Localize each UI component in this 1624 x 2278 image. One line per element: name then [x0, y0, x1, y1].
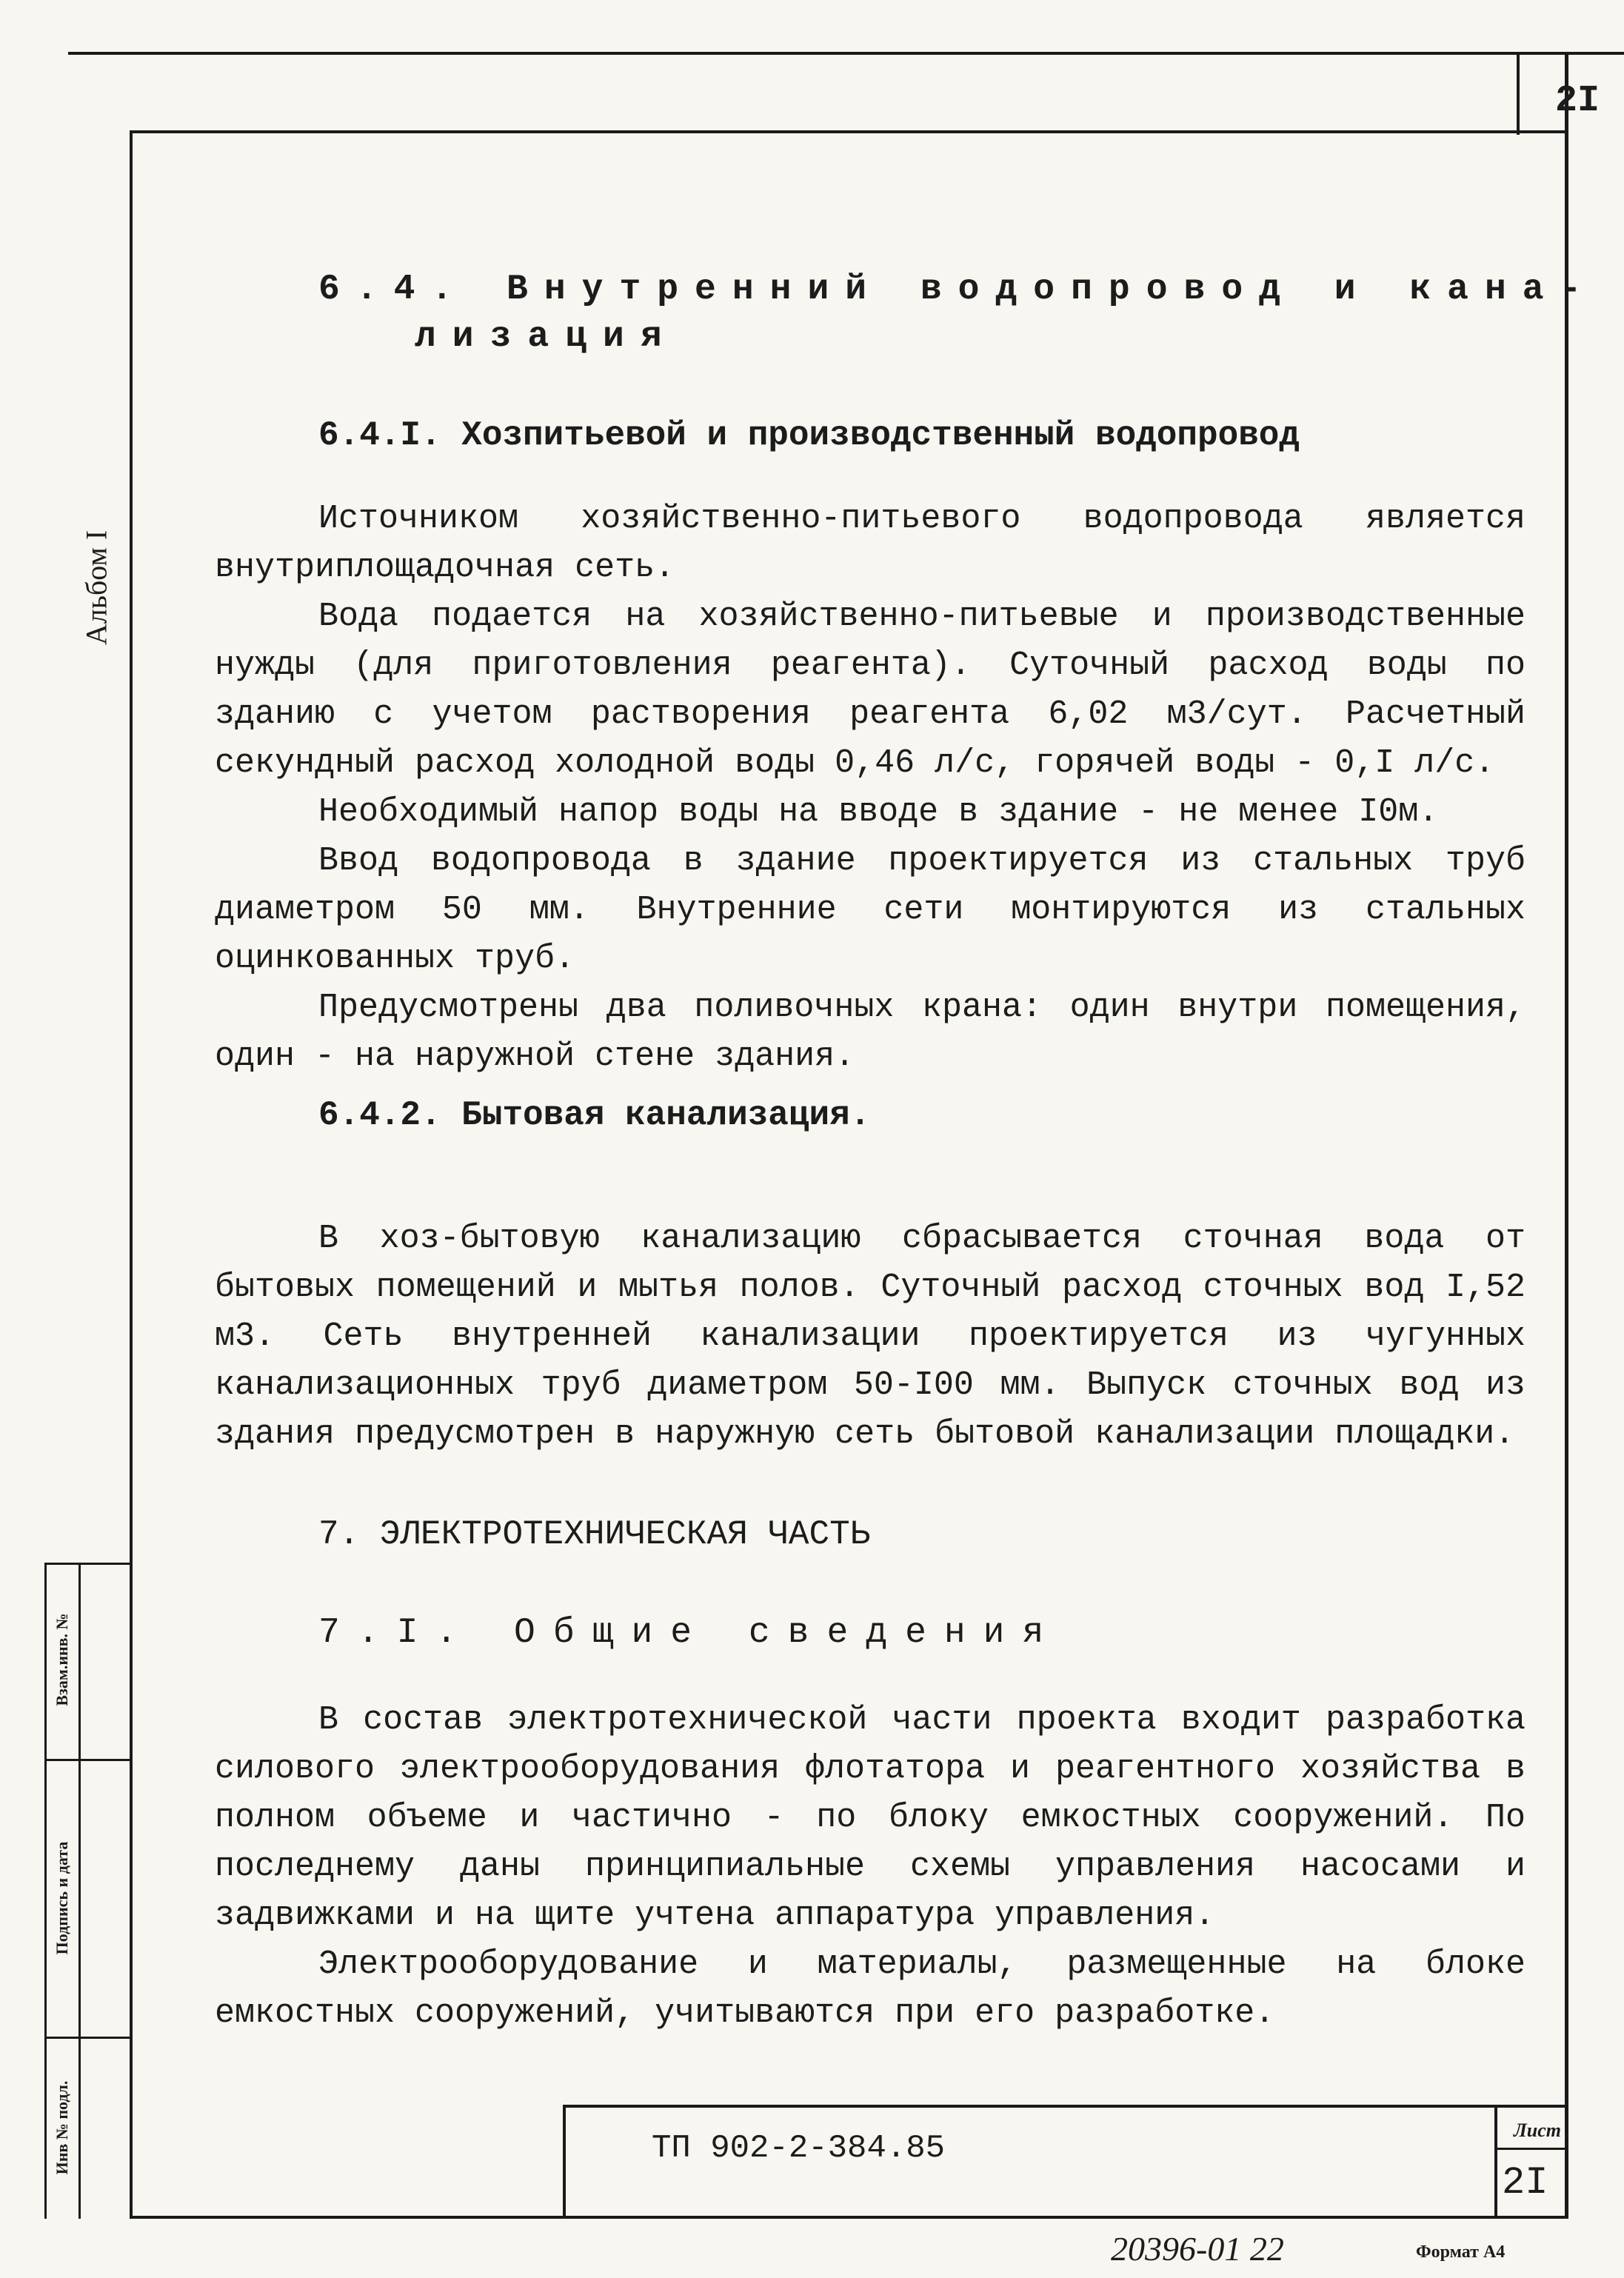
stamp-divider-2	[44, 2037, 132, 2039]
section-7-1-body	[215, 1696, 1526, 2038]
section-6-4-title-line1: 6.4. Внутренний водопровод и кана-	[318, 270, 1598, 310]
sheet-number: 2I	[1502, 2161, 1548, 2205]
section-7-1-title: 7.I. Общие сведения	[318, 1613, 1062, 1653]
section-6-4-2-title: 6.4.2. Бытовая канализация.	[318, 1096, 871, 1135]
section-6-4-1-body	[215, 495, 1526, 1081]
sheet-label: Лист	[1513, 2120, 1562, 2141]
top-rule	[68, 52, 1624, 55]
section-6-4-title-line2: лизация	[415, 317, 678, 357]
paragraph: В хоз-бытовую канализацию сбрасывается сточная вода от бытовых помещений и мытья полов. Суточный расход сточных вод I,52 м3. Сеть внутренней канализации проектируется из чугунных канализационных труб диаметром 50-I00 мм. Выпуск сточных вод из здания предусмотрен в наружную сеть бытовой канализации площадки.	[215, 1220, 1526, 1453]
stamp-replaced-inv: Взам.инв. №	[53, 1613, 71, 1706]
paragraph: Вода подается на хозяйственно-питьевые и производственные нужды (для приготовления реагента). Суточный расход воды по зданию с учетом растворения реагента 6,02 м3/сут. Расчетный секундный расход холодной воды 0,46 л/с, горячей воды - 0,I л/с.	[215, 598, 1526, 782]
stamp-divider-1	[44, 1759, 132, 1761]
stamp-inv-original: Инв № подл.	[53, 2080, 71, 2175]
footer-code: 20396-01 22	[1111, 2230, 1284, 2268]
paragraph: Необходимый напор воды на вводе в здание - не менее I0м.	[318, 793, 1439, 831]
album-label: Альбом I	[79, 530, 113, 646]
frame-bottom	[130, 2216, 1568, 2219]
paragraph: Предусмотрены два поливочных крана: один внутри помещения, один - на наружной стене здания.	[215, 989, 1526, 1075]
title-block-top	[563, 2105, 1568, 2108]
stamp-left-border	[44, 1563, 47, 2219]
title-block-left	[563, 2105, 566, 2219]
frame-top	[130, 130, 1568, 133]
paragraph: Электрооборудование и материалы, размещенные на блоке емкостных сооружений, учитываются при его разработке.	[215, 1945, 1526, 2032]
paragraph: Ввод водопровода в здание проектируется из стальных труб диаметром 50 мм. Внутренние сети монтируются из стальных оцинкованных труб.	[215, 842, 1526, 978]
section-6-4-1-title: 6.4.I. Хозпитьевой и производственный водопровод	[318, 416, 1300, 455]
section-7-title: 7. ЭЛЕКТРОТЕХНИЧЕСКАЯ ЧАСТЬ	[318, 1515, 871, 1554]
frame-left	[130, 130, 133, 2219]
footer-format: Формат А4	[1416, 2242, 1506, 2262]
stamp-signature-date: Подпись и дата	[53, 1841, 71, 1955]
section-6-4-2-body	[215, 1215, 1526, 1459]
frame-right-inner	[1517, 53, 1520, 135]
stamp-mid-border	[78, 1563, 81, 2219]
title-block-sheet-divider	[1494, 2148, 1568, 2150]
paragraph: В состав электротехнической части проекта входит разработка силового электрооборудования флотатора и реагентного хозяйства в полном объеме и частично - по блоку емкостных сооружений. По последнему даны принципиальные схемы управления насосами и задвижками и на щите учтена аппаратура управления.	[215, 1701, 1526, 1934]
frame-right	[1565, 53, 1568, 2219]
stamp-top	[44, 1563, 132, 1565]
paragraph: Источником хозяйственно-питьевого водопровода является внутриплощадочная сеть.	[215, 500, 1526, 587]
document-code: ТП 902-2-384.85	[652, 2130, 946, 2167]
page-number-top: 2I	[1554, 80, 1600, 122]
